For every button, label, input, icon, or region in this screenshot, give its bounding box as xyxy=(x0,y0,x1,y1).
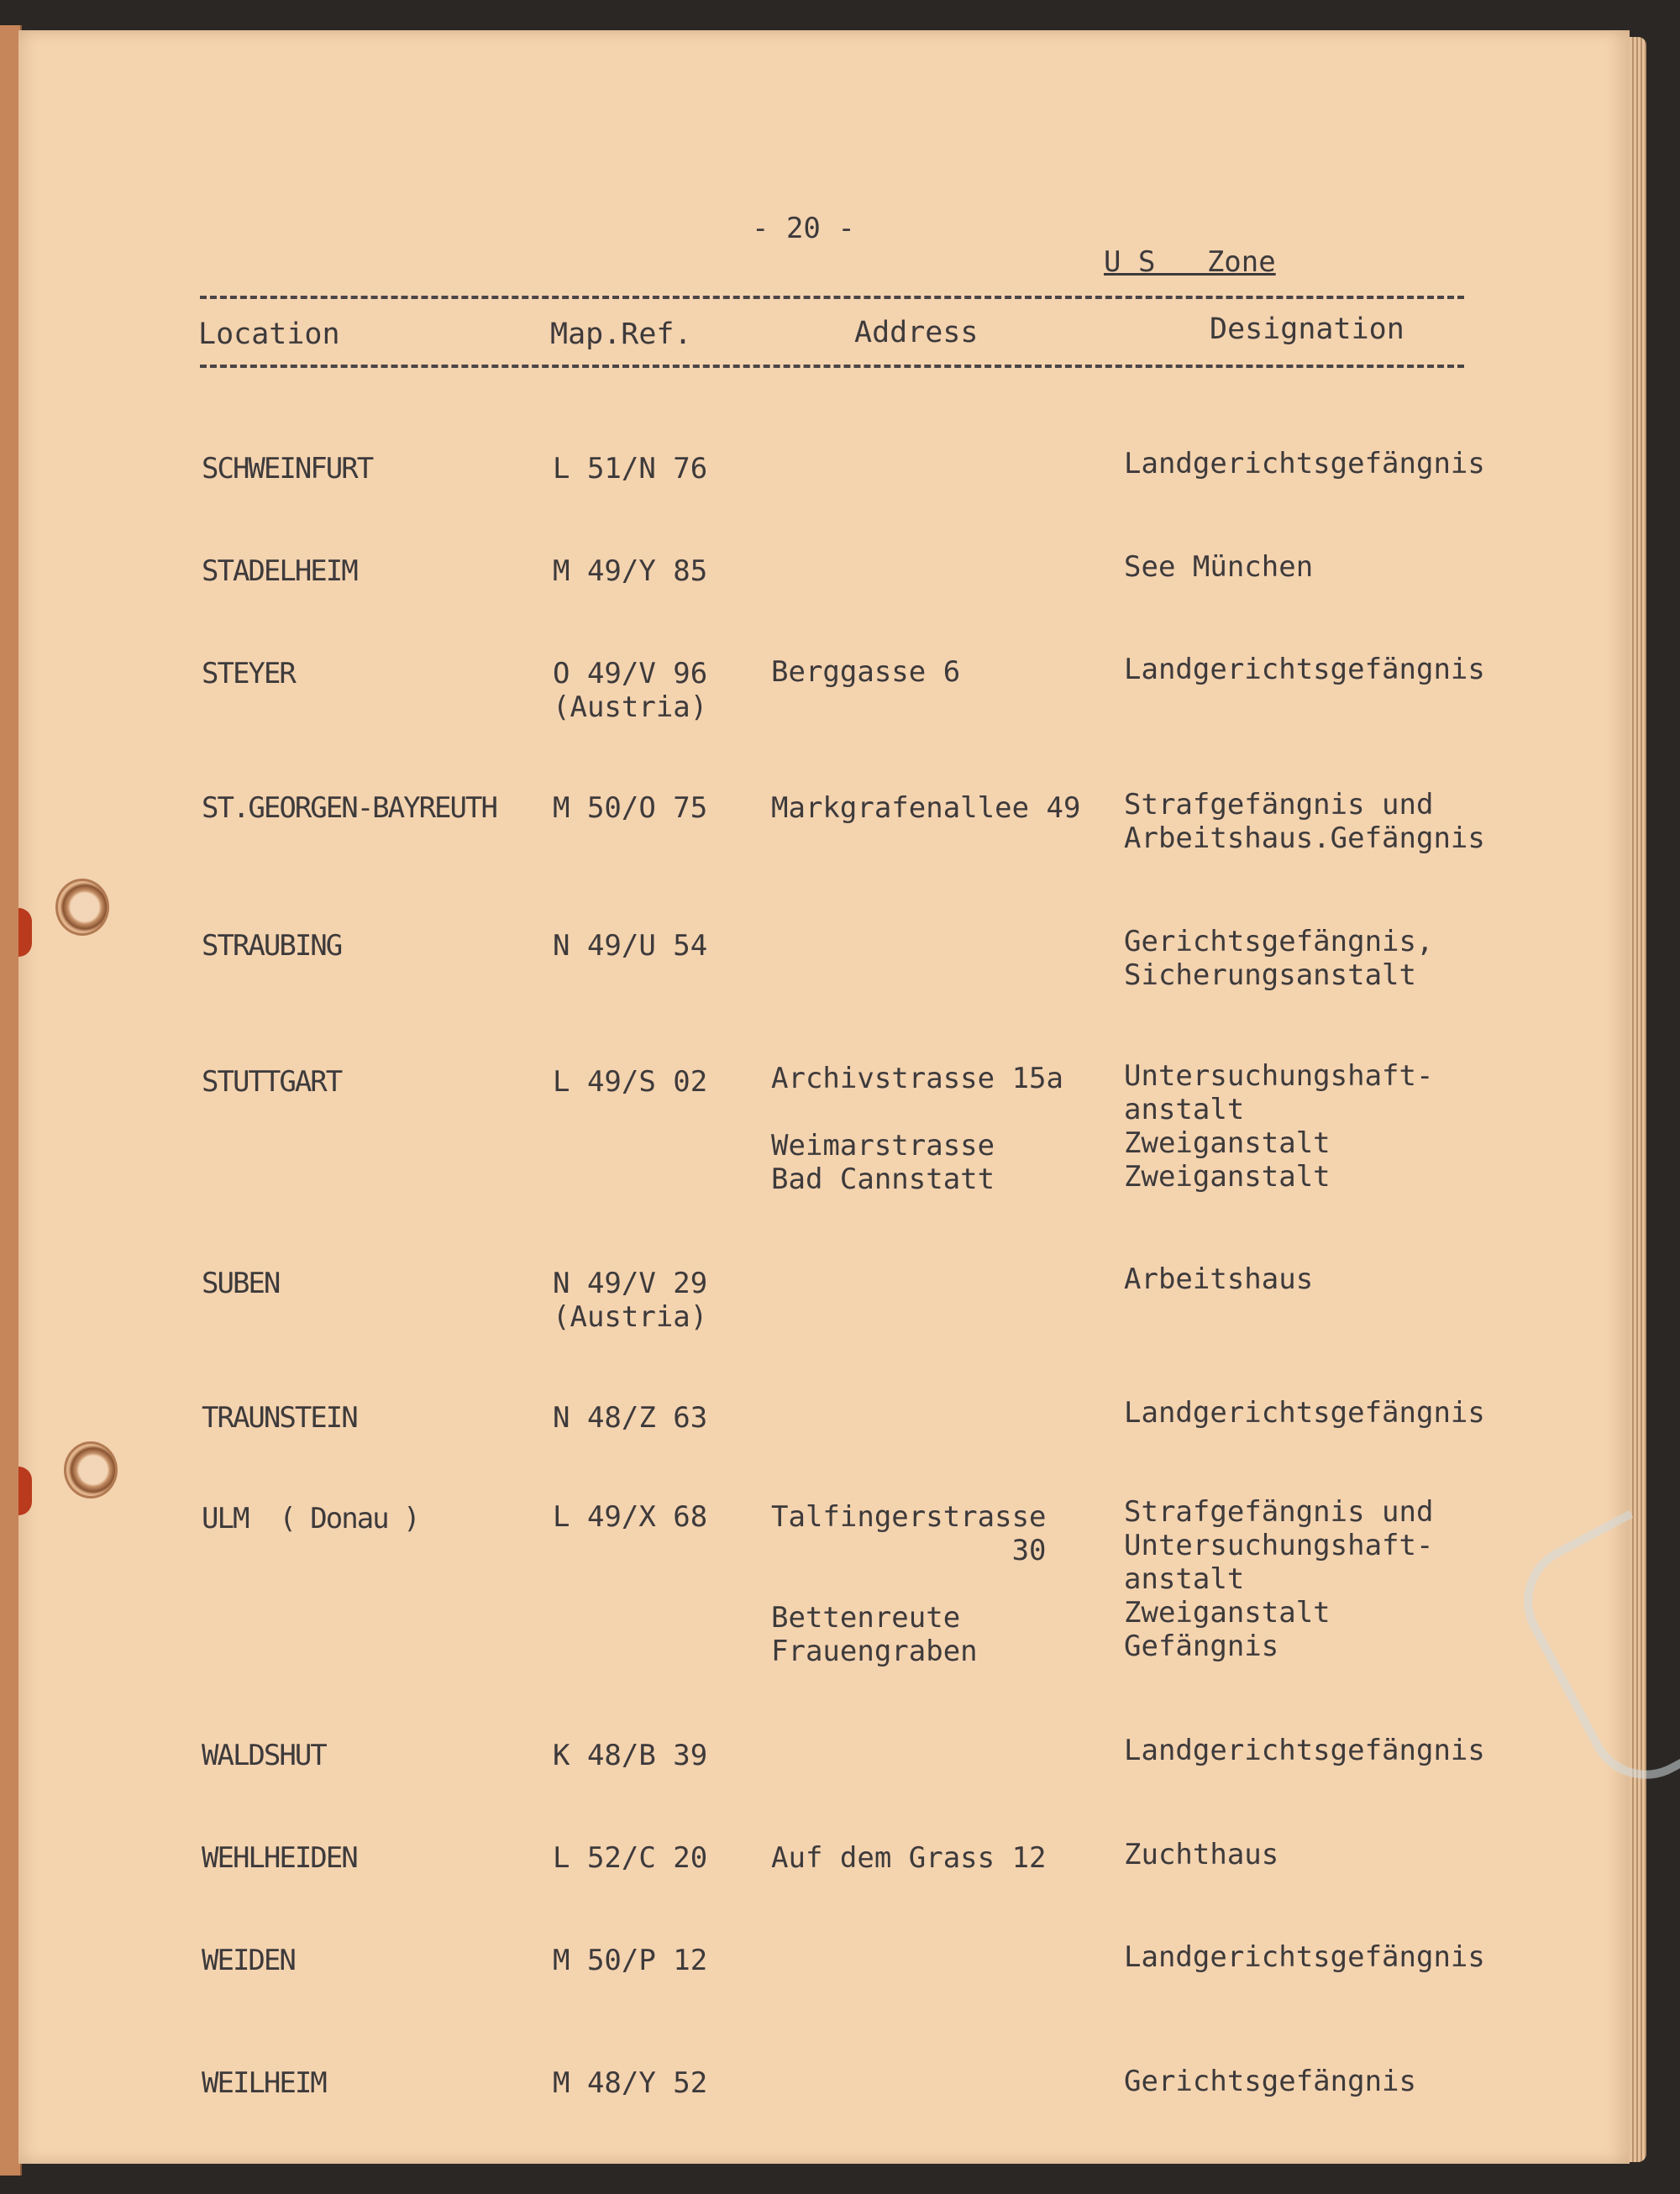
cell-designation: Strafgefängnis und Untersuchungshaft- anstalt Zweiganstalt Gefängnis xyxy=(1124,1495,1434,1663)
cell-map-ref: L 51/N 76 xyxy=(553,452,708,486)
column-header-location: Location xyxy=(198,318,340,351)
cell-designation: Strafgefängnis und Arbeitshaus.Gefängnis xyxy=(1124,788,1485,855)
cell-location: STRAUBING xyxy=(202,929,342,963)
header-rule-bottom xyxy=(200,365,1464,368)
cell-map-ref: L 49/S 02 xyxy=(553,1065,708,1099)
cell-map-ref: L 49/X 68 xyxy=(553,1500,708,1534)
cell-location: ST.GEORGEN-BAYREUTH xyxy=(202,791,496,825)
cell-map-ref: M 50/P 12 xyxy=(553,1944,708,1977)
cell-designation: Gerichtsgefängnis, Sicherungsanstalt xyxy=(1124,925,1434,992)
cell-designation: Untersuchungshaft- anstalt Zweiganstalt Zweiganstalt xyxy=(1124,1059,1434,1194)
cell-designation: Gerichtsgefängnis xyxy=(1124,2065,1416,2098)
cell-location: TRAUNSTEIN xyxy=(202,1401,357,1435)
cell-map-ref: M 49/Y 85 xyxy=(553,554,708,588)
cell-map-ref: O 49/V 96 (Austria) xyxy=(553,657,708,724)
cell-location: ULM ( Donau ) xyxy=(202,1502,419,1535)
cell-designation: Landgerichtsgefängnis xyxy=(1124,1940,1485,1974)
cell-map-ref: L 52/C 20 xyxy=(553,1841,708,1875)
cell-address: Berggasse 6 xyxy=(771,655,961,689)
cell-designation: Arbeitshaus xyxy=(1124,1262,1314,1296)
page-number: - 20 - xyxy=(752,212,855,245)
punch-hole-lower xyxy=(64,1441,118,1499)
cell-address: Archivstrasse 15a Weimarstrasse Bad Cannstatt xyxy=(771,1062,1063,1196)
column-header-map-ref: Map.Ref. xyxy=(550,318,692,351)
cell-location: SUBEN xyxy=(202,1267,280,1300)
cell-designation: See München xyxy=(1124,550,1314,584)
cell-location: STEYER xyxy=(202,657,295,690)
cell-location: WALDSHUT xyxy=(202,1739,326,1772)
cell-map-ref: K 48/B 39 xyxy=(553,1739,708,1772)
zone-label: U S Zone xyxy=(1104,245,1276,279)
binding-notch-lower xyxy=(18,1467,32,1515)
cell-address: Markgrafenallee 49 xyxy=(771,791,1081,825)
cell-location: WEIDEN xyxy=(202,1944,295,1977)
cell-designation: Landgerichtsgefängnis xyxy=(1124,1396,1485,1430)
cell-designation: Landgerichtsgefängnis xyxy=(1124,1734,1485,1767)
cell-map-ref: M 48/Y 52 xyxy=(553,2066,708,2100)
punch-hole-upper xyxy=(55,879,109,936)
cell-location: STUTTGART xyxy=(202,1065,342,1099)
cell-address: Auf dem Grass 12 xyxy=(771,1841,1047,1875)
cell-map-ref: M 50/O 75 xyxy=(553,791,708,825)
cell-location: STADELHEIM xyxy=(202,554,357,588)
cell-map-ref: N 48/Z 63 xyxy=(553,1401,708,1435)
cell-designation: Landgerichtsgefängnis xyxy=(1124,653,1485,686)
cell-map-ref: N 49/V 29 (Austria) xyxy=(553,1267,708,1334)
cell-address: Talfingerstrasse 30 Bettenreute Frauengraben xyxy=(771,1500,1047,1668)
binding-notch-upper xyxy=(18,908,32,957)
cell-map-ref: N 49/U 54 xyxy=(553,929,708,963)
cell-location: WEHLHEIDEN xyxy=(202,1841,357,1875)
cell-location: SCHWEINFURT xyxy=(202,452,373,486)
cell-designation: Landgerichtsgefängnis xyxy=(1124,447,1485,480)
cell-location: WEILHEIM xyxy=(202,2066,326,2100)
header-rule-top xyxy=(200,296,1464,299)
cell-designation: Zuchthaus xyxy=(1124,1838,1279,1871)
column-header-address: Address xyxy=(854,316,979,349)
column-header-designation: Designation xyxy=(1210,312,1404,346)
